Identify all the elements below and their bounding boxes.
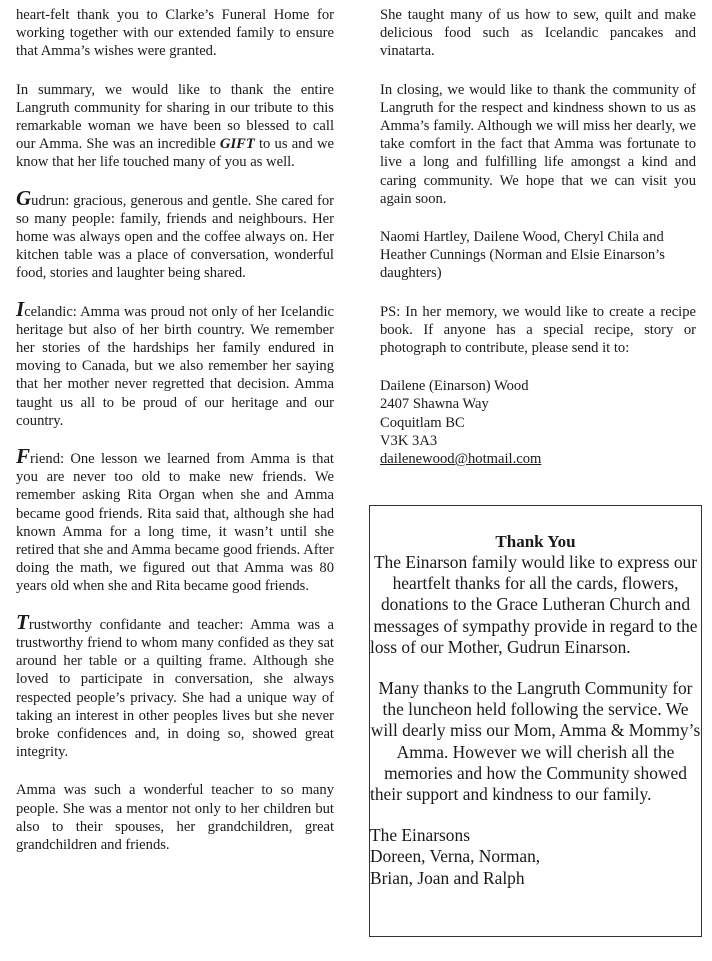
gift-word: GIFT — [219, 136, 255, 153]
thank-you-paragraph-1: The Einarson family would like to express our heartfelt thanks for all the cards, flowers, donations to the Grace Lutheran Church and messages of sympathy provide in regard to the loss of our Mother, Gudrun Einarson. — [370, 552, 698, 657]
right-column — [380, 6, 696, 468]
icelandic-text: celandic: Amma was proud not only of her Icelandic heritage but also of her birth country. We remember her stories of the hardships her family endured in moving to Canada, but we also remember her saying that her mother never regretted that decision. Amma taught us all to be proud of our heritage and our country. — [16, 303, 334, 429]
closing-paragraph: In closing, we would like to thank the community of Langruth for the respect and kindness shown to us as Amma’s family. Although we will miss her dearly, we take comfort in the fact that Amma was fortunate to live a long and fulfilling life amongst a kind and caring community. We hope that we can visit you again soon. — [380, 81, 696, 207]
funeral-home-paragraph: heart-felt thank you to Clarke’s Funeral Home for working together with our extended family to ensure that Amma’s wishes were granted. — [16, 7, 334, 60]
summary-text-start: In summary, we would like to thank the entire Langruth community for sharing in our tribute to this remarkable woman we have been so blessed to call our Amma. She was an incredible — [16, 81, 334, 153]
gudrun-text: udrun: gracious, generous and gentle. She cared for so many people: family, friends and neighbours. Her home was always open and the coffee always on. Her kitchen table was a place of conversation, wonderful food, stories and laughter being shared. — [16, 192, 334, 282]
thank-you-paragraph-2: Many thanks to the Langruth Community for the luncheon held following the service. We will dearly miss our Mom, Amma & Mommy’s Amma. However we will cherish all the memories and how the Community showed their support and kindness to our family. — [370, 678, 701, 805]
sewing-paragraph: She taught many of us how to sew, quilt and make delicious food such as Icelandic pancakes and vinatarta. — [380, 7, 696, 60]
summary-text-end: to us and we know that her life touched many of you as well. — [16, 136, 334, 171]
trustworthy-text: rustworthy confidante and teacher: Amma was a trustworthy friend to whom many confided as they sat around her table or a quilting frame. Although she loved to participate in conversation, she always respected people’s privacy. She had a unique way of taking an interest in other peoples lives but she never broke confidences and, in doing so, showed great integrity. — [16, 616, 334, 761]
address-street: 2407 Shawna Way — [380, 396, 489, 413]
summary-paragraph — [16, 81, 334, 172]
trustworthy-initial: T — [16, 609, 29, 634]
family-names-line-1: Doreen, Verna, Norman, — [370, 846, 541, 867]
left-column — [16, 6, 334, 854]
gudrun-initial: G — [16, 185, 32, 210]
gudrun-paragraph — [16, 185, 334, 283]
mailing-address — [380, 377, 696, 468]
friend-paragraph — [16, 444, 334, 596]
icelandic-initial: I — [16, 296, 25, 321]
trustworthy-paragraph — [16, 609, 334, 762]
address-postal: V3K 3A3 — [380, 432, 438, 449]
email-link[interactable]: dailenewood@hotmail.com — [380, 451, 542, 468]
friend-initial: F — [16, 444, 31, 469]
teacher-paragraph: Amma was such a wonderful teacher to so many people. She was a mentor not only to her children but also to their spouses, her grandchildren, great grandchildren and friends. — [16, 782, 334, 853]
family-names-line-2: Brian, Joan and Ralph — [370, 867, 525, 888]
icelandic-paragraph — [16, 296, 334, 430]
thank-you-title: Thank You — [495, 532, 576, 551]
ps-paragraph: PS: In her memory, we would like to create a recipe book. If anyone has a special recipe, story or photograph to contribute, please send it to: — [380, 303, 696, 357]
signatories-paragraph: Naomi Hartley, Dailene Wood, Cheryl Chila and Heather Cunnings (Norman and Elsie Einarson’s daughters) — [380, 229, 665, 282]
friend-text: riend: One lesson we learned from Amma is that you are never too old to make new friends. We remember asking Rita Organ when she and Amma became good friends. Rita said that, although she had known Amma for a long time, it wasn’t until she retired that she and Amma became good friends. After doing the math, we figured out that Amma was 80 years old when she and Rita became good friends. — [16, 451, 334, 595]
address-name: Dailene (Einarson) Wood — [380, 378, 529, 395]
thank-you-box — [369, 505, 702, 937]
address-city: Coquitlam BC — [380, 414, 465, 431]
signoff: The Einarsons — [370, 825, 470, 846]
